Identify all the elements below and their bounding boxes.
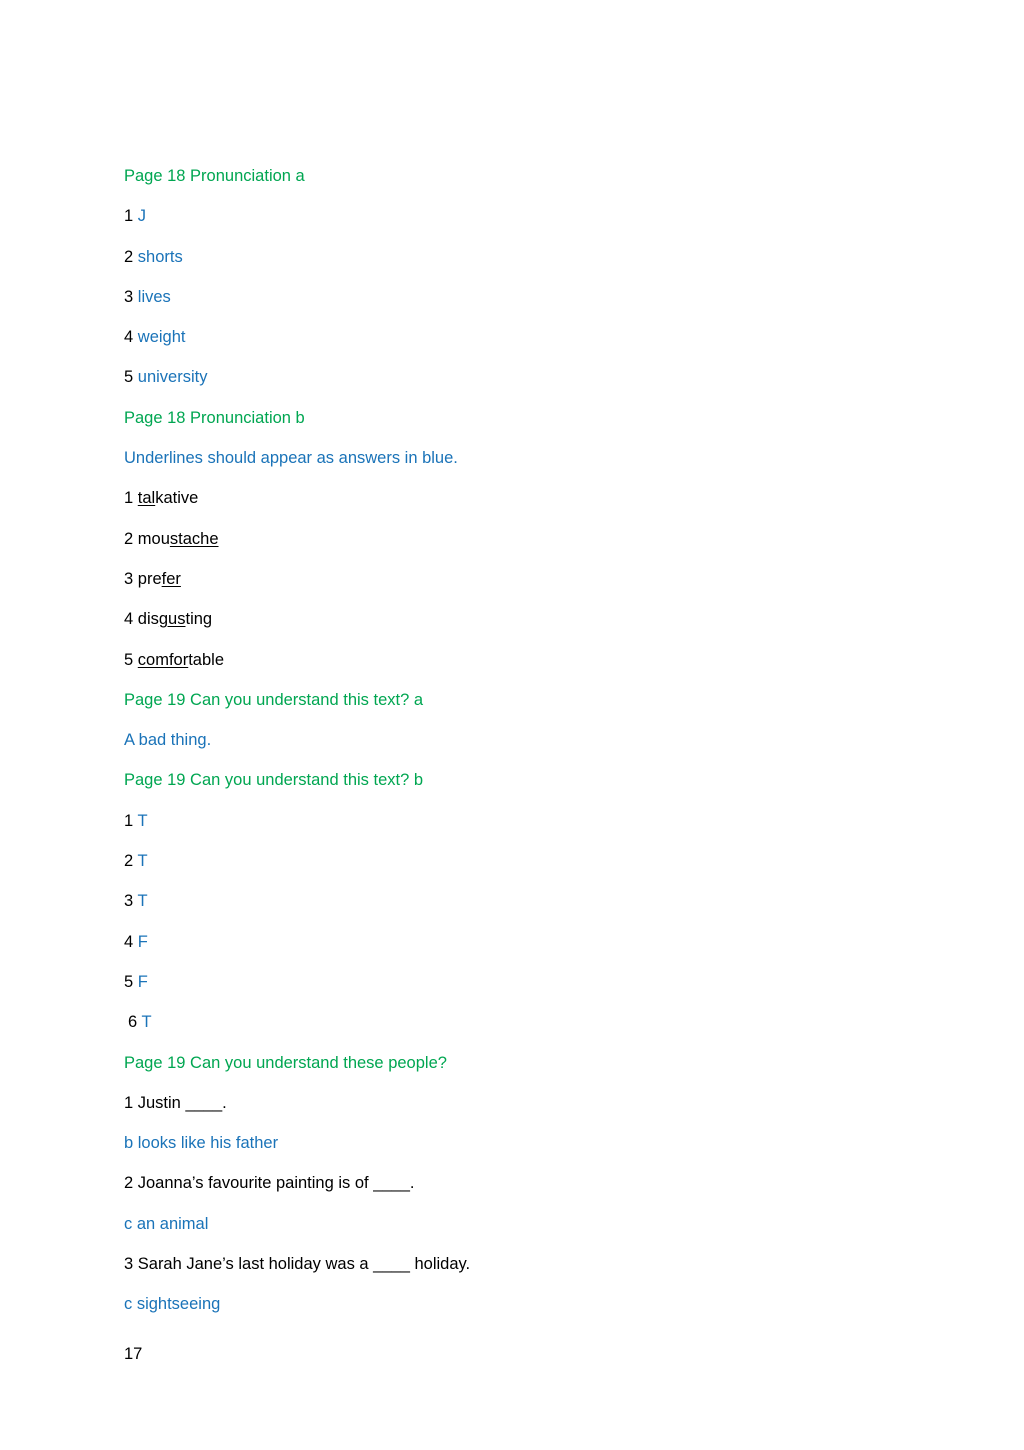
word-suffix: ting — [185, 610, 213, 629]
stress-word-line — [124, 606, 964, 646]
question-text: 1 Justin ____. — [124, 1093, 227, 1112]
stressed-syllable: stache — [169, 529, 219, 548]
item-number: 4 — [124, 932, 134, 951]
stress-word-line — [124, 526, 964, 566]
answer-line — [124, 1009, 964, 1049]
item-number: 4 — [124, 610, 134, 629]
word-suffix: table — [188, 650, 224, 669]
answer-text: b looks like his father — [124, 1134, 279, 1153]
item-number: 1 — [124, 489, 134, 508]
answer-text: F — [137, 972, 148, 991]
answer-line — [124, 244, 964, 284]
answer-text: T — [137, 811, 148, 830]
stress-word-line — [124, 566, 964, 606]
item-number: 5 — [124, 650, 134, 669]
stress-word-line — [124, 647, 964, 687]
answer-line — [124, 888, 964, 928]
word-prefix: mou — [137, 529, 170, 548]
stressed-syllable: gus — [158, 610, 186, 629]
answer-line — [124, 284, 964, 324]
item-number: 2 — [124, 852, 134, 871]
item-number: 1 — [124, 811, 134, 830]
answer-line — [124, 364, 964, 404]
answer-key-document — [124, 163, 964, 1332]
answer-line — [124, 969, 964, 1009]
question-text: 3 Sarah Jane’s last holiday was a ____ holiday. — [124, 1255, 471, 1274]
instruction-note: Underlines should appear as answers in blue. — [124, 449, 458, 468]
stressed-syllable: fer — [161, 569, 181, 588]
word-prefix: dis — [137, 610, 159, 629]
answer-text: T — [141, 1013, 152, 1032]
answer-text: A bad thing. — [124, 731, 212, 750]
stress-word-line — [124, 485, 964, 525]
item-number: 4 — [124, 328, 134, 347]
answer-text: F — [137, 932, 148, 951]
answer-text: T — [137, 892, 148, 911]
answer-line — [124, 203, 964, 243]
word-suffix: kative — [155, 489, 199, 508]
page-number: 17 — [124, 1345, 143, 1363]
item-number: 1 — [124, 207, 134, 226]
stressed-syllable: tal — [137, 489, 156, 508]
section-heading: Page 19 Can you understand this text? b — [124, 771, 424, 790]
answer-text: weight — [137, 328, 186, 347]
answer-text: c sightseeing — [124, 1295, 221, 1314]
answer-text: lives — [137, 287, 171, 306]
item-number: 5 — [124, 972, 134, 991]
answer-text: shorts — [137, 247, 183, 266]
section-heading: Page 19 Can you understand these people? — [124, 1053, 447, 1072]
item-number: 3 — [124, 892, 134, 911]
stressed-syllable: comfor — [137, 650, 189, 669]
item-number: 3 — [124, 569, 134, 588]
answer-text: university — [137, 368, 208, 387]
answer-line — [124, 324, 964, 364]
section-heading: Page 19 Can you understand this text? a — [124, 690, 424, 709]
item-number: 3 — [124, 287, 134, 306]
word-prefix: pre — [137, 569, 162, 588]
question-text: 2 Joanna’s favourite painting is of ____. — [124, 1174, 415, 1193]
answer-line — [124, 848, 964, 888]
answer-line — [124, 929, 964, 969]
item-number: 2 — [124, 529, 134, 548]
answer-text: T — [137, 852, 148, 871]
item-number: 5 — [124, 368, 134, 387]
answer-text: J — [137, 207, 147, 226]
section-heading: Page 18 Pronunciation a — [124, 167, 305, 185]
item-number: 6 — [128, 1013, 138, 1032]
answer-line — [124, 808, 964, 848]
item-number: 2 — [124, 247, 134, 266]
section-heading: Page 18 Pronunciation b — [124, 408, 305, 427]
answer-text: c an animal — [124, 1214, 209, 1233]
